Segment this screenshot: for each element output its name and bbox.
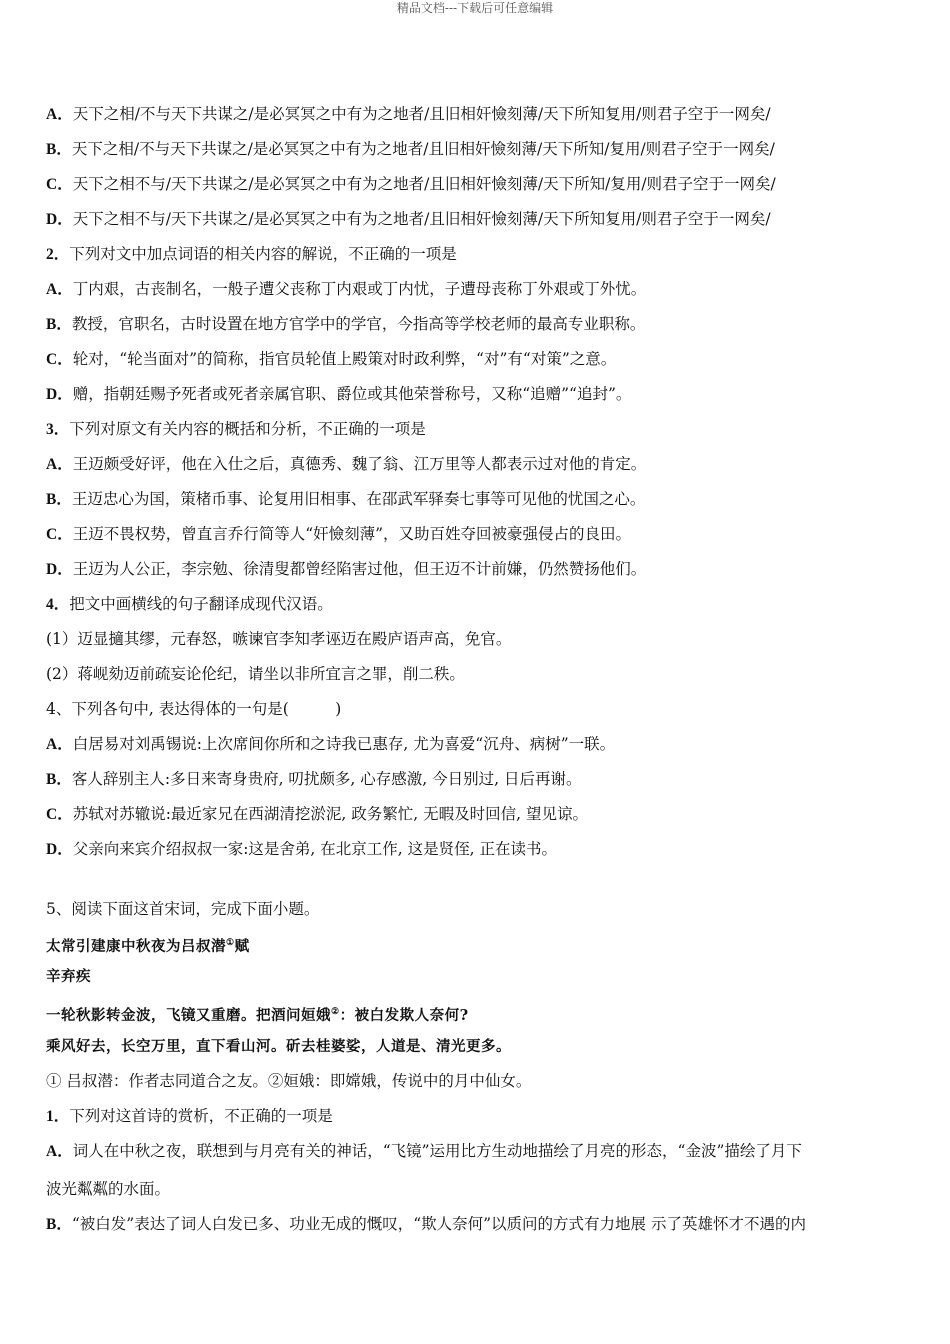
page-header: 精品文档---下载后可任意编辑 [396, 1, 554, 15]
q4b-option-b: B．客人辞别主人:多日来寄身贵府, 叨扰颇多, 心存感激, 今日别过, 日后再谢。 [46, 770, 582, 788]
q2-option-a: A．丁内艰，古丧制名，一般子遭父丧称丁内艰或丁内忧，子遭母丧称丁外艰或丁外忧。 [46, 280, 647, 298]
q1-option-d: D．天下之相不与/天下共谋之/是必冥冥之中有为之地者/且旧相奸憸刻薄/天下所知复用/则君子空于一网矣/ [46, 210, 771, 228]
q5-option-b-line1: B．“被白发”表达了词人白发已多、功业无成的慨叹，“欺人奈何”以质问的方式有力地展 示了英雄怀才不遇的内 [46, 1215, 806, 1233]
q5-stem: 5、阅读下面这首宋词，完成下面小题。 [46, 900, 320, 918]
poem-notes: ① 吕叔潜：作者志同道合之友。②姮娥：即嫦娥，传说中的月中仙女。 [46, 1072, 532, 1090]
q2-option-d: D．赠，指朝廷赐予死者或死者亲属官职、爵位或其他荣誉称号，又称“追赠”“追封”。 [46, 385, 632, 403]
poem-line-1: 一轮秋影转金波，飞镜又重磨。把酒问姮娥②：被白发欺人奈何? [46, 1006, 469, 1024]
q4-item-1: (1）迈显擿其缪，元春怒，嗾谏官李知孝诬迈在殿庐语声高，免官。 [46, 630, 512, 648]
q4b-option-c: C．苏轼对苏辙说:最近家兄在西湖清挖淤泥, 政务繁忙, 无暇及时回信, 望见谅。 [46, 805, 588, 823]
q2-option-b: B．教授，官职名，古时设置在地方官学中的学官，今指高等学校老师的最高专业职称。 [46, 315, 646, 333]
q4-stem: 4．把文中画横线的句子翻译成现代汉语。 [46, 595, 333, 613]
q3-option-c: C．王迈不畏权势，曾直言乔行简等人“奸憸刻薄”，又助百姓夺回被豪强侵占的良田。 [46, 525, 632, 543]
q5-option-a-line2: 波光粼粼的水面。 [46, 1180, 171, 1198]
poem-title: 太常引建康中秋夜为吕叔潜①赋 [46, 937, 250, 955]
poem-line-2: 乘风好去，长空万里，直下看山河。斫去桂婆娑，人道是、清光更多。 [46, 1038, 511, 1055]
poem-author: 辛弃疾 [46, 968, 91, 985]
q1-option-c: C．天下之相不与/天下共谋之/是必冥冥之中有为之地者/且旧相奸憸刻薄/天下所知/复用/则君子空于一网矣/ [46, 175, 776, 193]
q2-stem: 2．下列对文中加点词语的相关内容的解说，不正确的一项是 [46, 245, 457, 263]
q3-option-a: A．王迈颇受好评，他在入仕之后，真德秀、魏了翁、江万里等人都表示过对他的肯定。 [46, 455, 647, 473]
q4b-option-d: D．父亲向来宾介绍叔叔一家:这是舍弟, 在北京工作, 这是贤侄, 正在读书。 [46, 840, 557, 858]
q4b-stem: 4、下列各句中, 表达得体的一句是( ) [46, 700, 342, 718]
q4b-option-a: A．白居易对刘禹锡说:上次席间你所和之诗我已惠存, 尤为喜爱“沉舟、病树”一联。 [46, 735, 616, 753]
q4-item-2: (2）蒋岘劾迈前疏妄论伦纪，请坐以非所宜言之罪，削二秩。 [46, 665, 465, 683]
q3-option-b: B．王迈忠心为国，策楮币事、论复用旧相事、在邵武军驿奏七事等可见他的忧国之心。 [46, 490, 646, 508]
q1-option-b: B．天下之相/不与天下共谋之/是必冥冥之中有为之地者/且旧相奸憸刻薄/天下所知/复用/则君子空于一网矣/ [46, 140, 775, 158]
q5-option-a-line1: A．词人在中秋之夜，联想到与月亮有关的神话，“飞镜”运用比方生动地描绘了月亮的形态，“金波”描绘了月下 [46, 1142, 802, 1160]
q1-option-a: A．天下之相/不与天下共谋之/是必冥冥之中有为之地者/且旧相奸憸刻薄/天下所知复用/则君子空于一网矣/ [46, 105, 771, 123]
q3-option-d: D．王迈为人公正，李宗勉、徐清叟都曾经陷害过他，但王迈不计前嫌，仍然赞扬他们。 [46, 560, 647, 578]
q2-option-c: C．轮对，“轮当面对”的简称，指官员轮值上殿策对时政利弊，“对”有“对策”之意。 [46, 350, 617, 368]
q5-sub1-stem: 1．下列对这首诗的赏析，不正确的一项是 [46, 1107, 333, 1125]
q3-stem: 3．下列对原文有关内容的概括和分析，不正确的一项是 [46, 420, 426, 438]
